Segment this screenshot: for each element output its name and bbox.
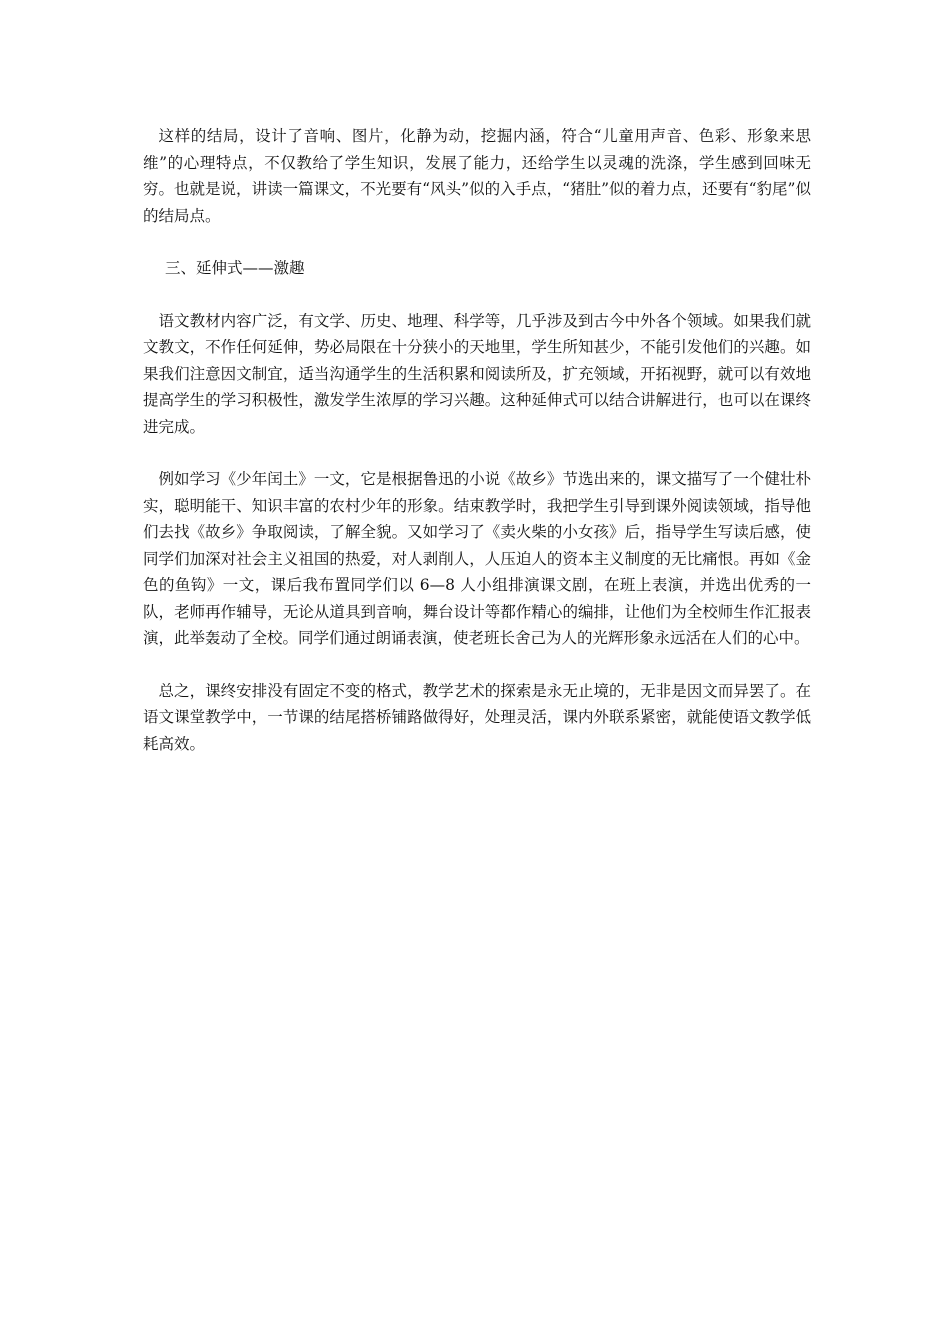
document-body — [143, 123, 811, 783]
paragraph-extension-examples: 例如学习《少年闰土》一文，它是根据鲁迅的小说《故乡》节选出来的，课文描写了一个健壮朴实，聪明能干、知识丰富的农村少年的形象。结束教学时，我把学生引导到课外阅读领域，指导他们去找《故乡》争取阅读，了解全貌。又如学习了《卖火柴的小女孩》后，指导学生写读后感，使同学们加深对社会主义祖国的热爱，对人剥削人，人压迫人的资本主义制度的无比痛恨。再如《金色的鱼钩》一文，课后我布置同学们以 6—8 人小组排演课文剧，在班上表演，并选出优秀的一队，老师再作辅导，无论从道具到音响，舞台设计等都作精心的编排，让他们为全校师生作汇报表演，此举轰动了全校。同学们通过朗诵表演，使老班长舍己为人的光辉形象永远活在人们的心中。 — [143, 470, 811, 647]
paragraph-extension-intro: 语文教材内容广泛，有文学、历史、地理、科学等，几乎涉及到古今中外各个领域。如果我们就文教文，不作任何延伸，势必局限在十分狭小的天地里，学生所知甚少，不能引发他们的兴趣。如果我们注意因文制宜，适当沟通学生的生活积累和阅读所及，扩充领域，开拓视野，就可以有效地提高学生的学习积极性，激发学生浓厚的学习兴趣。这种延伸式可以结合讲解进行，也可以在课终进完成。 — [143, 311, 811, 436]
section-heading-extension: 三、延伸式——激趣 — [165, 259, 305, 277]
paragraph-conclusion: 总之，课终安排没有固定不变的格式，教学艺术的探索是永无止境的，无非是因文而异罢了。在语文课堂教学中，一节课的结尾搭桥铺路做得好，处理灵活，课内外联系紧密，就能使语文教学低耗高效。 — [143, 681, 811, 753]
paragraph-ending-summary: 这样的结局，设计了音响、图片，化静为动，挖掘内涵，符合“儿童用声音、色彩、形象来思维”的心理特点，不仅教给了学生知识，发展了能力，还给学生以灵魂的洗涤，学生感到回味无穷。也就是说，讲读一篇课文，不光要有“风头”似的入手点，“猪肚”似的着力点，还要有“豹尾”似的结局点。 — [143, 127, 811, 225]
